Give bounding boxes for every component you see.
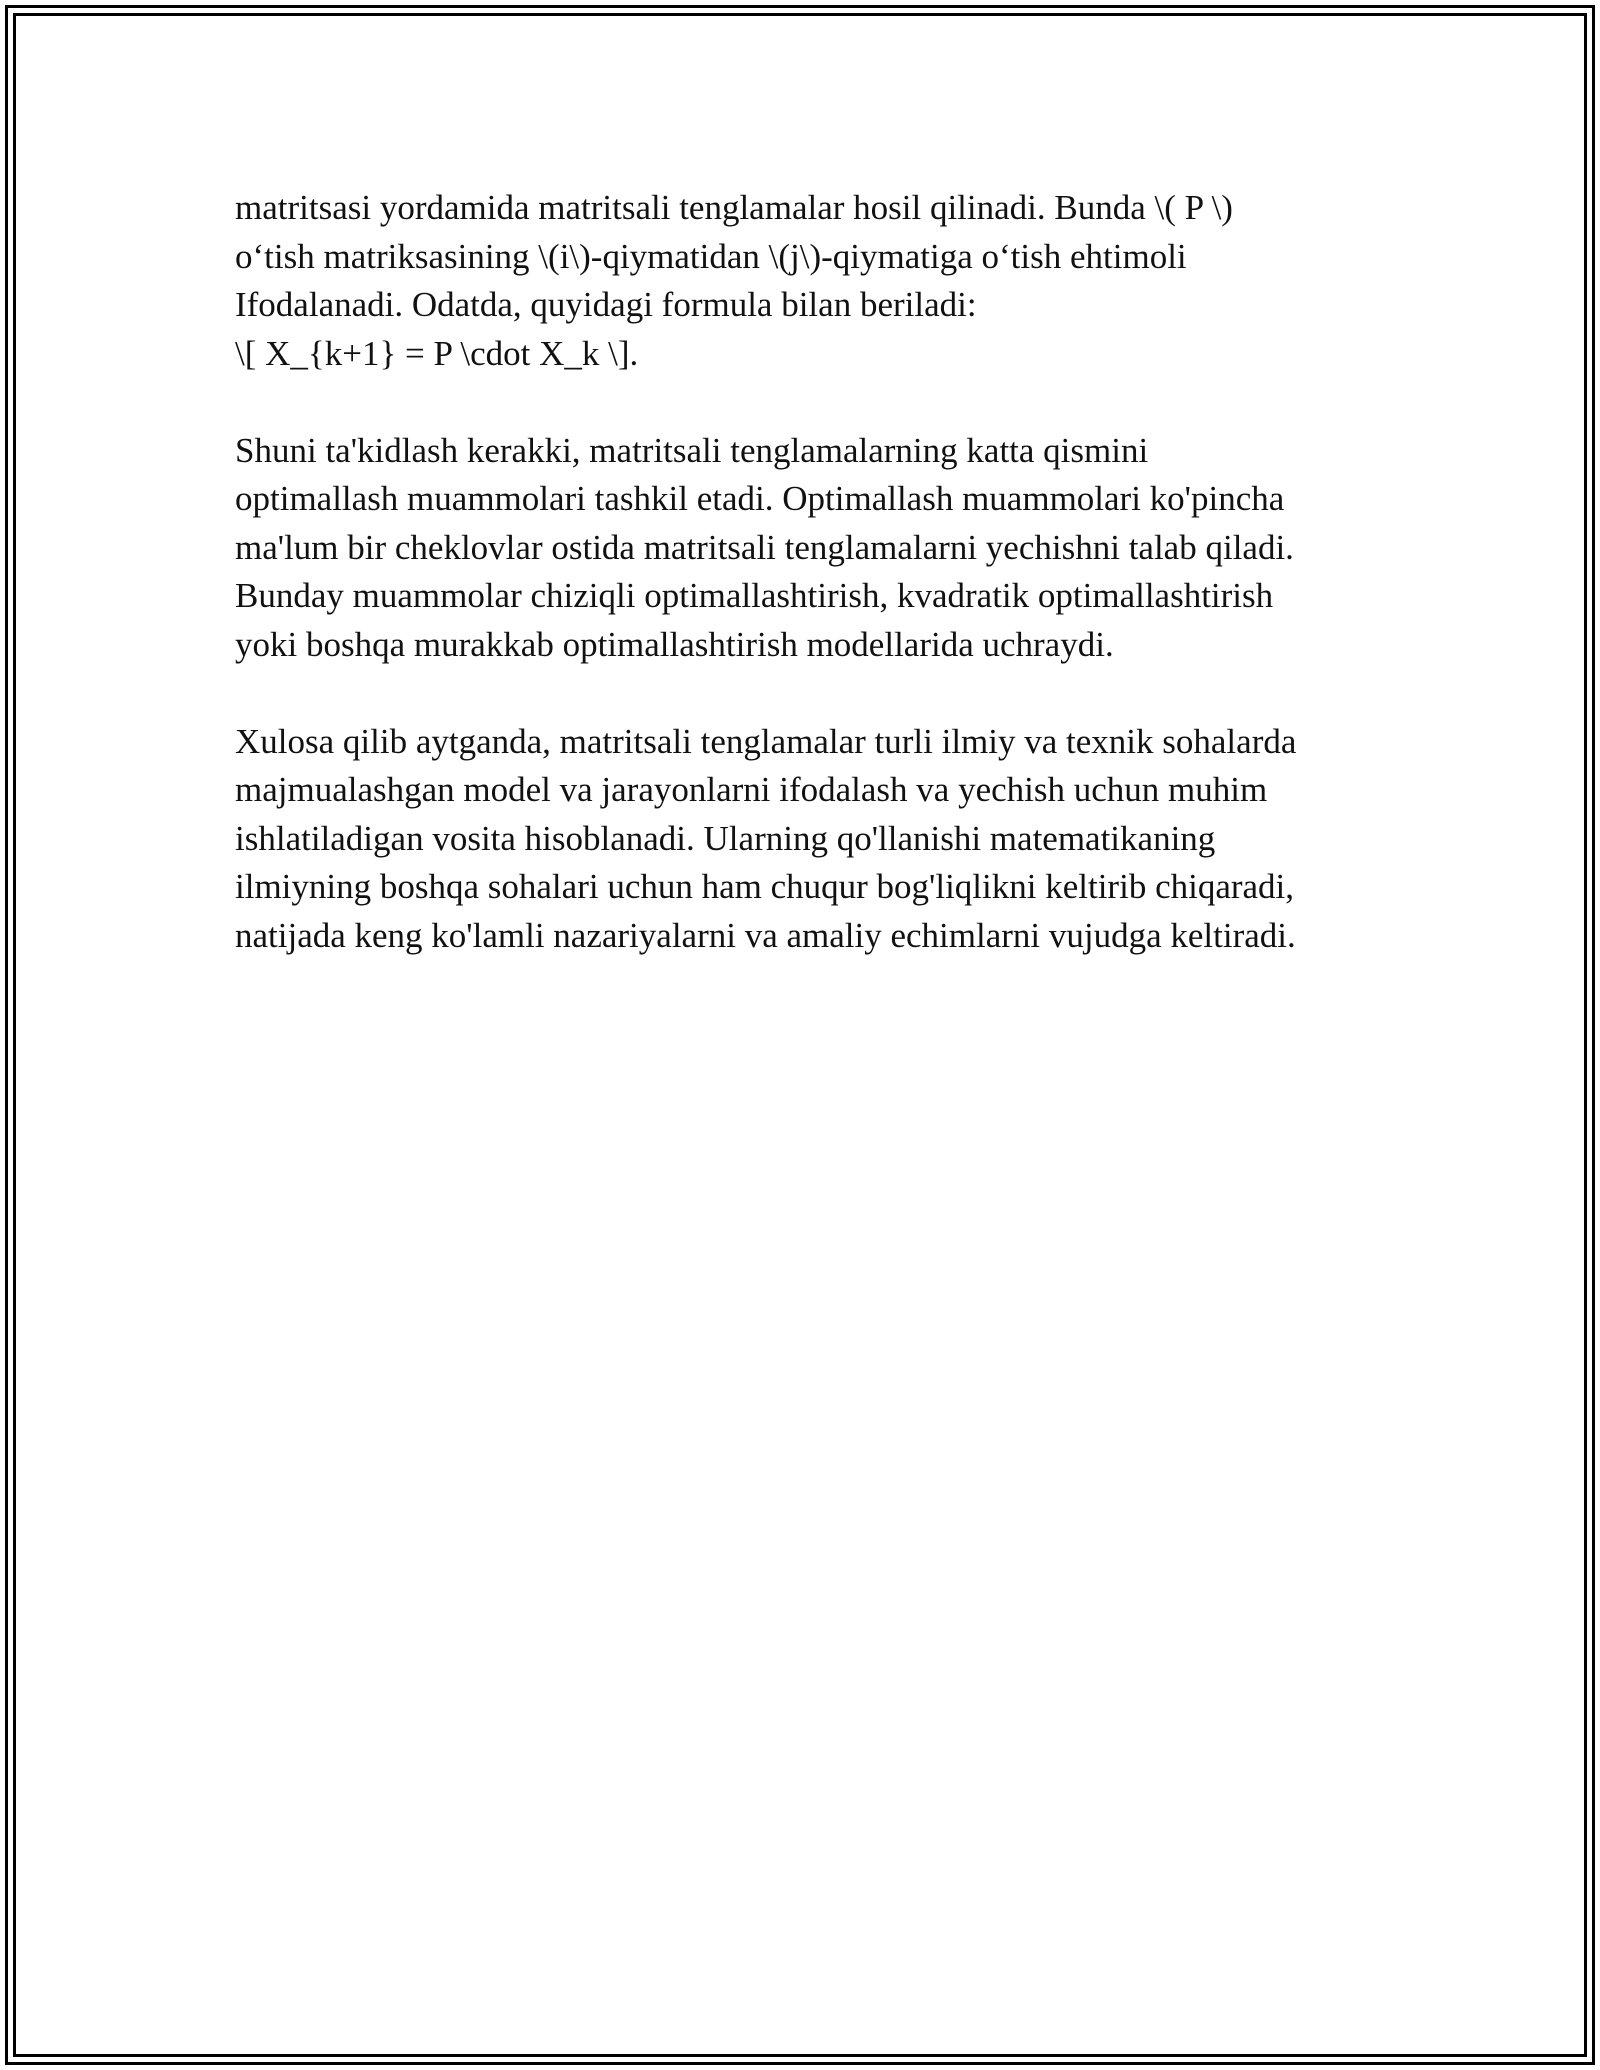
text-line: matritsasi yordamida matritsali tenglamalar hosil qilinadi. Bunda \( P \): [235, 188, 1233, 227]
text-line: ilmiyning boshqa sohalari uchun ham chuqur bog'liqlikni keltirib chiqaradi,: [235, 867, 1295, 906]
text-line: Xulosa qilib aytganda, matritsali tenglamalar turli ilmiy va texnik sohalarda: [235, 721, 1297, 761]
text-line: ma'lum bir cheklovlar ostida matritsali tenglamalarni yechishni talab qiladi.: [235, 527, 1294, 567]
text-line: yoki boshqa murakkab optimallashtirish modellarida uchraydi.: [235, 624, 1114, 664]
text-line: Bunday muammolar chiziqli optimallashtirish, kvadratik optimallashtirish: [235, 576, 1274, 615]
document-body: [235, 184, 1375, 1009]
text-line: ishlatiladigan vosita hisoblanadi. Ularning qo'llanishi matematikaning: [235, 818, 1216, 858]
text-line: optimallash muammolari tashkil etadi. Optimallash muammolari ko'pincha: [235, 479, 1285, 518]
paragraph-optimization: [235, 427, 1375, 670]
text-line: Shuni ta'kidlash kerakki, matritsali tenglamalarning katta qismini: [235, 430, 1149, 470]
paragraph-conclusion: [235, 718, 1375, 961]
text-line: natijada keng ko'lamli nazariyalarni va amaliy echimlarni vujudga keltiradi.: [235, 915, 1296, 955]
text-line: Ifodalanadi. Odatda, quyidagi formula bilan beriladi:: [235, 285, 977, 324]
text-line: o‘tish matriksasining \(i\)-qiymatidan \(j\)-qiymatiga o‘tish ehtimoli: [235, 236, 1187, 276]
text-line: majmualashgan model va jarayonlarni ifodalash va yechish uchun muhim: [235, 770, 1268, 809]
formula-line: \[ X_{k+1} = P \cdot X_k \].: [235, 333, 639, 373]
paragraph-markov-formula: [235, 184, 1375, 378]
